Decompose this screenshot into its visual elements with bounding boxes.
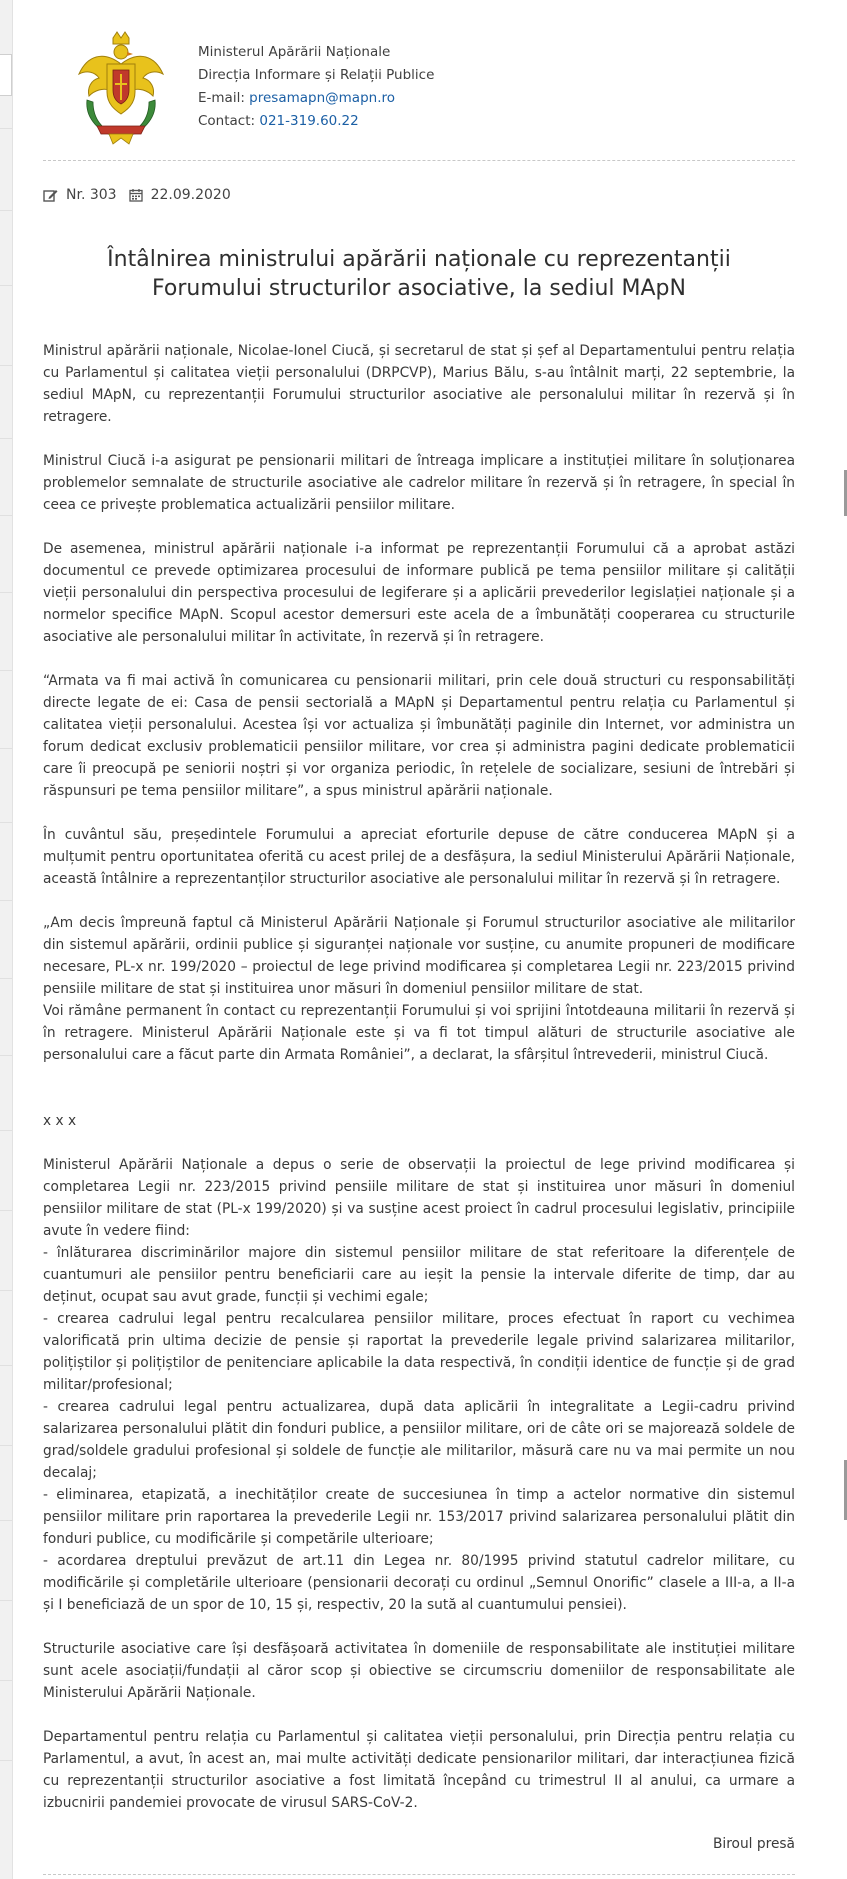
sidebar-divider xyxy=(0,592,12,593)
list-item: - acordarea dreptului prevăzut de art.11 din Legea nr. 80/1995 privind statutul cadrelor militare, cu modificările și completările ulterioare (pensionarii decorați cu ordinul „Semnul Onorific” clasele a III-a, a II-a și I beneficiază de un spor de 10, 15 și, respectiv, 20 la sută al cuantumului pensiei). xyxy=(43,1553,795,1613)
sidebar-divider xyxy=(0,1680,12,1681)
sidebar-divider xyxy=(0,822,12,823)
department-name: Direcția Informare și Relații Publice xyxy=(198,67,435,83)
paragraph: Ministrul apărării naționale, Nicolae-Ionel Ciucă, și secretarul de stat și șef al Departamentului pentru relația cu Parlamentul și calitatea vieții personalului (DRPCVP), Marius Bălu, s-au întâlnit marți, 22 septembrie, la sediul MApN, cu reprezentanții Forumului structurilor asociative ale personalului militar în rezervă și în retragere. xyxy=(43,343,795,425)
release-meta xyxy=(43,185,795,205)
sidebar-divider xyxy=(0,1365,12,1366)
phone-link[interactable]: 021-319.60.22 xyxy=(259,113,359,129)
paragraph: Departamentul pentru relația cu Parlamentul și calitatea vieții personalului, prin Direcția pentru relația cu Parlamentul, a avut, în acest an, mai multe activități dedicate pensionarilor militari, dar interacțiunea fizică cu reprezentanții structurilor asociative a fost limitată începând cu trimestrul II al anului, ca urmare a izbucnirii pandemiei provocate de virusul SARS-CoV-2. xyxy=(43,1729,795,1811)
email-label: E-mail: xyxy=(198,90,245,106)
release-date: 22.09.2020 xyxy=(150,187,231,203)
paragraph: De asemenea, ministrul apărării naționale i-a informat pe reprezentanții Forumului că a aprobat astăzi documentul ce prevede optimizarea procesului de informare publică pe tema pensiilor militare și calității vieții personalului din perspectiva procesului de legiferare și a aplicării prevederilor legislației naționale și a normelor specifice MApN. Scopul acestor demersuri este acela de a îmbunătăți cooperarea cu structurile asociative ale personalului militar în activitate, în rezervă și în retragere. xyxy=(43,541,795,645)
contact-line xyxy=(198,110,434,133)
press-header xyxy=(43,0,795,160)
section-separator: x x x xyxy=(43,1113,77,1129)
sidebar-divider xyxy=(0,210,12,211)
contact-label: Contact: xyxy=(198,113,256,129)
sidebar-divider xyxy=(0,438,12,439)
sidebar-divider xyxy=(0,1210,12,1211)
right-edge-strip xyxy=(843,0,847,1879)
left-sidebar-strip xyxy=(0,0,13,1879)
organization-name: Ministerul Apărării Naționale xyxy=(198,44,391,60)
article-body xyxy=(43,340,795,1814)
sidebar-divider xyxy=(0,285,12,286)
paragraph: Ministrul Ciucă i-a asigurat pe pensionarii militari de întreaga implicare a instituției militare în soluționarea problemelor semnalate de structurile asociative ale cadrelor militare în rezervă și în retragere, în special în ceea ce privește problematica actualizării pensiilor militare. xyxy=(43,453,795,513)
email-link[interactable]: presamapn@mapn.ro xyxy=(249,90,396,106)
list-item: - crearea cadrului legal pentru recalcularea pensiilor militare, proces efectuat în raport cu vechimea valorificată prin ultima decizie de pensie și raportat la prevederile legale privind salarizarea militarilor, polițiștilor și polițiștilor de penitenciare aplicabile la data respectivă, în condiții identice de funcție și de grad militar/profesional; xyxy=(43,1311,795,1393)
sidebar-divider xyxy=(0,515,12,516)
sidebar-divider xyxy=(0,900,12,901)
footer-divider xyxy=(43,1874,795,1875)
header-divider xyxy=(43,160,795,161)
sidebar-divider xyxy=(0,1290,12,1291)
list-item: - eliminarea, etapizată, a inechităților create de succesiunea în timp a actelor normative din sistemul pensiilor militare prin raportarea la prevederile Legii nr. 153/2017 privind salarizarea personalului plătit din fonduri publice, cu modificările și competările ulterioare; xyxy=(43,1487,795,1547)
contact-block xyxy=(198,41,434,133)
email-line xyxy=(198,87,434,110)
release-number: Nr. 303 xyxy=(66,187,117,203)
sidebar-divider xyxy=(0,1520,12,1521)
paragraph: Ministerul Apărării Naționale a depus o serie de observații la proiectul de lege privind modificarea și completarea Legii nr. 223/2015 privind pensiile militare de stat și instituirea unor măsuri în domeniul pensiilor militare de stat (PL-x 199/2020) și va susține acest proiect în cadrul procesului legislativ, principiile avute în vedere fiind: xyxy=(43,1157,795,1239)
sidebar-divider xyxy=(0,1055,12,1056)
quote-paragraph: „Am decis împreună faptul că Ministerul Apărării Naționale și Forumul structurilor asociative ale militarilor din sistemul apărării, ordinii publice și siguranței naționale vor susține, cu anumite propuneri de modificare necesare, PL-x nr. 199/2020 – proiectul de lege privind modificarea și completarea Legii nr. 223/2015 privind pensiile militare de stat și instituirea unor măsuri în domeniul pensiilor militare de stat. xyxy=(43,915,795,997)
sidebar-divider xyxy=(0,670,12,671)
paragraph: “Armata va fi mai activă în comunicarea cu pensionarii militari, prin cele două structuri cu responsabilități directe legate de ei: Casa de pensii sectorială a MApN și Departamentul pentru relația cu Parlamentul și calitatea vieții personalului. Acestea își vor actualiza și îmbunătăți paginile din Internet, vor administra un forum dedicat exclusiv problematicii pensiilor militare, vor crea și administra pagini dedicate problematicii care îi preocupă pe seniorii noștri și vor organiza periodic, în rețelele de socializare, sesiuni de întrebări și răspunsuri pe tema pensiilor militare”, a spus ministrul apărării naționale. xyxy=(43,673,795,799)
list-item: - înlăturarea discriminărilor majore din sistemul pensiilor militare de stat referitoare la diferențele de cuantumuri ale pensiilor pentru beneficiarii care au ieșit la pensie la intervale diferite de timp, dar au deținut, ocupat sau avut grade, funcții și vechimi egale; xyxy=(43,1245,795,1305)
paragraph: Structurile asociative care își desfășoară activitatea în domeniile de responsabilitate ale instituției militare sunt acele asociații/fundații al căror scop și obiective se circumscriu domeniilor de responsabilitate ale Ministerului Apărării Naționale. xyxy=(43,1641,795,1701)
paragraph: În cuvântul său, președintele Forumului a apreciat eforturile depuse de către conducerea MApN și a mulțumit pentru oportunitatea oferită cu acest prilej de a desfășura, la sediul Ministerului Apărării Naționale, această întâlnire a reprezentanților structurilor asociative ale personalului militar în rezervă și în retragere. xyxy=(43,827,795,887)
calendar-icon xyxy=(129,188,143,202)
page-title: Întâlnirea ministrului apărării naționale cu reprezentanții Forumului structurilor asociative, la sediul MApN xyxy=(107,247,731,301)
coat-of-arms-logo xyxy=(73,30,169,146)
sidebar-divider xyxy=(0,1445,12,1446)
signature: Biroul presă xyxy=(712,1836,795,1852)
list-item: - crearea cadrului legal pentru actualizarea, după data aplicării în integralitate a Legii-cadru privind salarizarea personalului plătit din fonduri publice, a pensiilor militare, ori de câte ori se majorează soldele de grad/soldele gradului profesional și soldele de funcție ale militarilor, măsură care nu va mai permite un nou decalaj; xyxy=(43,1399,795,1481)
sidebar-divider xyxy=(0,1600,12,1601)
sidebar-divider xyxy=(0,1130,12,1131)
sidebar-divider xyxy=(0,748,12,749)
sidebar-divider xyxy=(0,978,12,979)
press-release xyxy=(43,0,795,1875)
sidebar-divider xyxy=(0,365,12,366)
edit-icon xyxy=(43,188,58,202)
quote-paragraph: Voi rămâne permanent în contact cu reprezentanții Forumului și voi sprijini întotdeauna militarii în rezervă și în retragere. Ministerul Apărării Naționale este și va fi tot timpul alături de structurile asociative ale personalului care a făcut parte din Armata României”, a declarat, la sfârșitul întrevederii, ministrul Ciucă. xyxy=(43,1003,795,1063)
sidebar-divider xyxy=(0,1760,12,1761)
sidebar-search-field[interactable] xyxy=(0,54,12,96)
sidebar-divider xyxy=(0,128,12,129)
